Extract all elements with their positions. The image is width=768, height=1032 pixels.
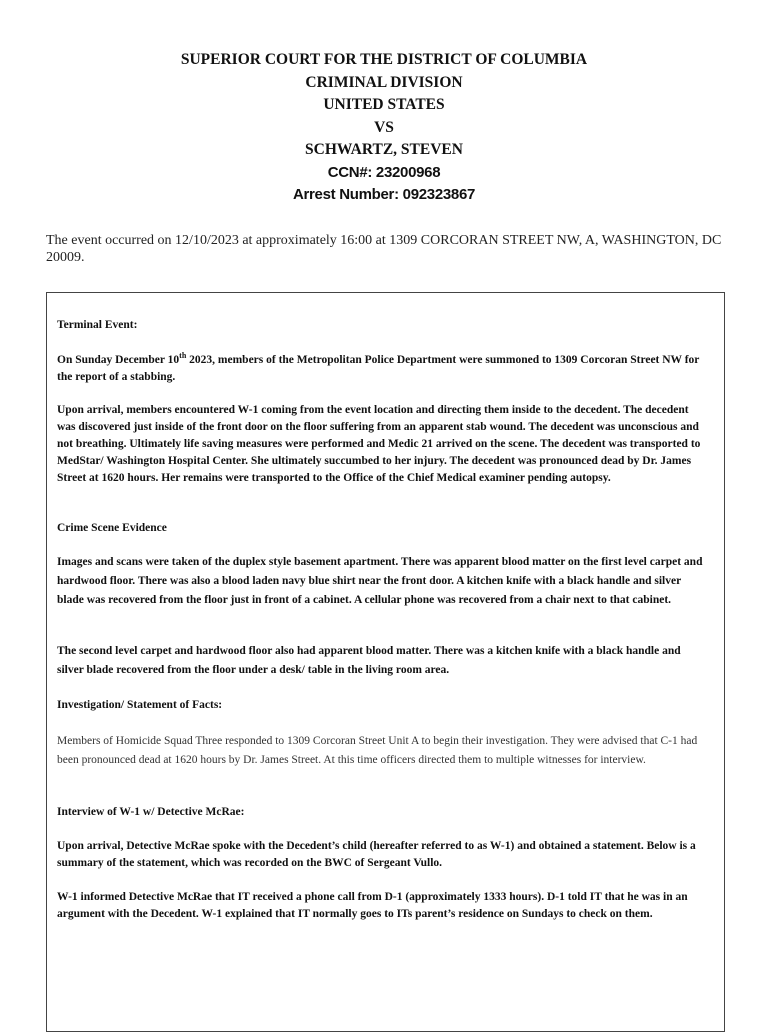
court-name: SUPERIOR COURT FOR THE DISTRICT OF COLUMBIA	[180, 51, 588, 68]
crime-scene-paragraph-2: The second level carpet and hardwood floor also had apparent blood matter. There was a kitchen knife with a black handle and silver blade recovered from the floor under a desk/ table in the living room area.	[57, 645, 681, 676]
plaintiff-name: UNITED STATES	[323, 96, 445, 113]
event-summary: The event occurred on 12/10/2023 at approximately 16:00 at 1309 CORCORAN STREET NW, A, WASHINGTON, DC 20009.	[46, 233, 722, 265]
terminal-event-heading: Terminal Event:	[57, 319, 138, 331]
division-name: CRIMINAL DIVISION	[305, 73, 463, 91]
report-box	[46, 292, 725, 1032]
defendant-name: SCHWARTZ, STEVEN	[305, 141, 463, 158]
terminal-event-paragraph-1	[57, 352, 707, 386]
case-header	[0, 49, 768, 207]
interview-paragraph-1: Upon arrival, Detective McRae spoke with the Decedent’s child (hereafter referred to as W-1) and obtained a statement. Below is a summary of the statement, which was recorded on the BWC of Sergeant Vullo.	[57, 840, 696, 869]
terminal-event-text-end: 2023, members of the Metropolitan Police Department were summoned to 1309 Corcoran Street NW for the report of a stabbing.	[57, 354, 700, 383]
investigation-paragraph: Members of Homicide Squad Three responded to 1309 Corcoran Street Unit A to begin their investigation. They were advised that C-1 had been pronounced dead at 1620 hours by Dr. James Street. At this time officers directed them to multiple witnesses for interview.	[57, 735, 698, 766]
interview-heading: Interview of W-1 w/ Detective McRae:	[57, 806, 245, 818]
arrest-number: Arrest Number: 092323867	[292, 186, 476, 203]
interview-paragraph-2: W-1 informed Detective McRae that IT received a phone call from D-1 (approximately 1333 hours). D-1 told IT that he was in an argument with the Decedent. W-1 explained that IT normally goes to ITs parent’s residence on Sundays to check on them.	[57, 891, 688, 920]
crime-scene-heading: Crime Scene Evidence	[57, 522, 167, 534]
investigation-heading: Investigation/ Statement of Facts:	[57, 699, 223, 711]
crime-scene-paragraph-1: Images and scans were taken of the duplex style basement apartment. There was apparent blood matter on the first level carpet and hardwood floor. There was also a blood laden navy blue shirt near the front door. A kitchen knife with a black handle and silver blade was recovered from the floor just in front of a cabinet. A cellular phone was recovered from a chair next to that cabinet.	[57, 556, 703, 606]
terminal-event-text-start: On Sunday December 10	[57, 354, 180, 366]
terminal-event-paragraph-2: Upon arrival, members encountered W-1 coming from the event location and directing them inside to the decedent. The decedent was discovered just inside of the front door on the floor suffering from an apparent stab wound. The decedent was unconscious and not breathing. Ultimately life saving measures were performed and Medic 21 arrived on the scene. The decedent was transported to MedStar/ Washington Hospital Center. She ultimately succumbed to her injury. The decedent was pronounced dead by Dr. James Street at 1620 hours. Her remains were transported to the Office of the Chief Medical examiner pending autopsy.	[57, 404, 701, 484]
ccn-number: CCN#: 23200968	[327, 163, 441, 181]
date-ordinal-suffix: th	[179, 351, 187, 361]
versus-label: VS	[374, 118, 394, 136]
